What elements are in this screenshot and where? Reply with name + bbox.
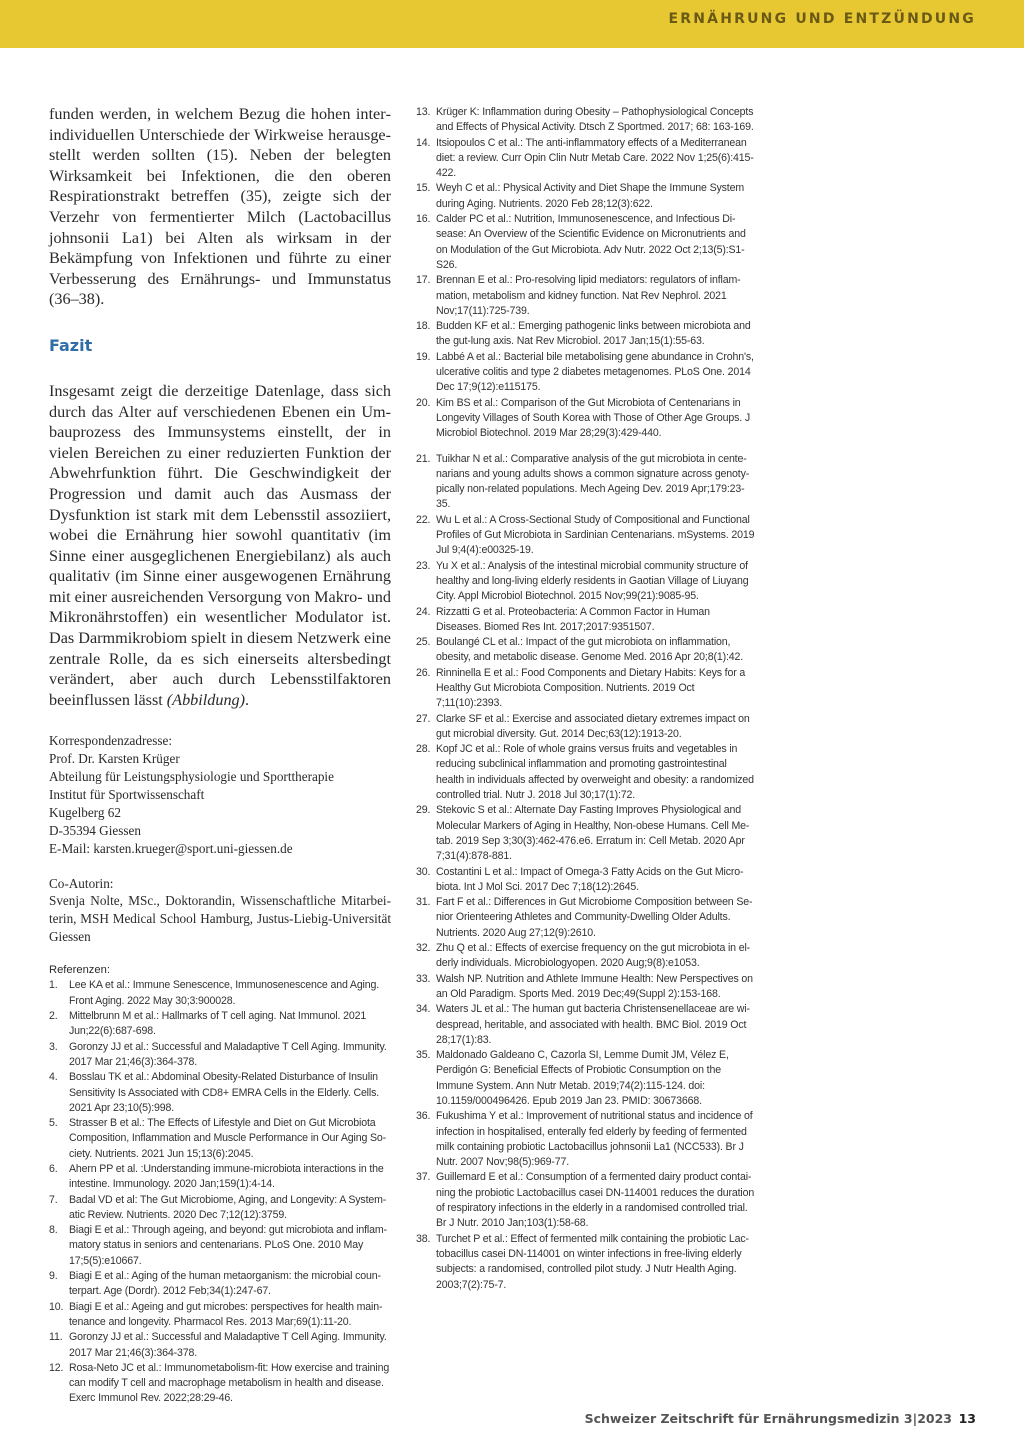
reference-item [416, 605, 756, 636]
reference-number: 6. [49, 1163, 58, 1175]
reference-text: Fart F et al.: Differences in Gut Microbiome Composition between Senior Orienteering Athletes and Community-Dwelling Older Adults. Nutrients. 2020 Aug 27;12(9):2610. [436, 896, 753, 939]
reference-number: 12. [49, 1361, 64, 1374]
fazit-heading: Fazit [49, 335, 93, 355]
figure-reference: (Abbildung) [166, 690, 246, 709]
reference-number: 3. [49, 1040, 58, 1053]
reference-number: 25. [416, 636, 431, 649]
reference-text: Costantini L et al.: Impact of Omega-3 Fatty Acids on the Gut Microbiota. Int J Mol Sci. 2017 Dec 7;18(12):2645. [436, 865, 744, 893]
reference-number: 26. [416, 666, 431, 679]
reference-number: 17. [416, 274, 431, 287]
reference-number: 34. [416, 1003, 431, 1016]
reference-number: 11. [49, 1331, 63, 1344]
reference-number: 22. [416, 513, 431, 526]
reference-text: Krüger K: Inflammation during Obesity – Pathophysiological Concepts and Effects of Physical Activity. Dtsch Z Sportmed. 2017; 68: 163-169. [436, 106, 754, 134]
reference-number: 15. [416, 182, 431, 195]
reference-item [49, 1361, 391, 1407]
reference-text: Labbé A et al.: Bacterial bile metabolising gene abundance in Crohn's, ulcerative colitis and type 2 diabetes metagenomes. PLoS One. 2014 Dec 17;9(12):e115175. [436, 350, 754, 394]
reference-text: Biagi E et al.: Ageing and gut microbes: perspectives for health maintenance and longevity. Pharmacol Res. 2013 Mar;69(1):11-20. [69, 1300, 383, 1328]
fazit-text-end: . [245, 690, 250, 709]
reference-item [416, 350, 756, 396]
reference-text: Guillemard E et al.: Consumption of a fermented dairy product containing the probiotic Lactobacillus casei DN-114001 reduces the duration of respiratory infections in the elderly in a randomised controlled trial. Br J Nutr. 2010 Jan;103(1):58-68. [436, 1171, 755, 1230]
reference-number: 19. [416, 350, 431, 363]
contact-line: Institut für Sportwissenschaft [49, 787, 205, 803]
reference-text: Calder PC et al.: Nutrition, Immunosenescence, and Infectious Disease: An Overview of the Scientific Evidence on Micronutrients and on Modulation of the Gut Microbiota. Adv Nutr. 2022 Oct 2;13(5):S1-S26. [436, 213, 746, 271]
reference-text: Weyh C et al.: Physical Activity and Diet Shape the Immune System during Aging. Nutrients. 2020 Feb 28;12(3):622. [436, 182, 745, 210]
reference-item [49, 1009, 391, 1040]
reference-number: 10. [49, 1300, 64, 1313]
reference-number: 32. [416, 942, 431, 955]
reference-item [49, 1223, 391, 1269]
contact-line: Kugelberg 62 [49, 805, 121, 821]
reference-text: Waters JL et al.: The human gut bacteria Christensenellaceae are widespread, heritable, and associated with health. BMC Biol. 2019 Oct 28;17(1):83. [436, 1003, 751, 1046]
reference-item [416, 136, 756, 182]
contact-email: E-Mail: karsten.krueger@sport.uni-giessen.de [49, 841, 293, 857]
reference-text: Turchet P et al.: Effect of fermented milk containing the probiotic Lactobacillus casei DN-114001 on winter infections in free-living elderly subjects: a randomised, controlled pilot study. J Nutr Health Aging. 2003;7(2):75-7. [436, 1232, 750, 1291]
reference-item [416, 396, 756, 442]
reference-text: Brennan E et al.: Pro-resolving lipid mediators: regulators of inflammation, metabolism and kidney function. Nat Rev Nephrol. 2021 Nov;17(11):725-739. [436, 274, 741, 317]
reference-text: Rizzatti G et al. Proteobacteria: A Common Factor in Human Diseases. Biomed Res Int. 2017;2017:9351507. [436, 605, 710, 633]
body-paragraph-1: funden werden, in welchem Bezug die hohen interindividuellen Unterschiede der Wirkweise herausgestellt werden sollten (15). Neben der belegten Wirksamkeit bei Infektionen, die den oberen Respirationstrakt betreffen (35), zeigte sich der Verzehr von fermentierter Milch (Lactobacillus johnsonii La1) bei Alten als wirksam in der Bekämpfung von Infektionen und führte zu einer Verbesserung des Ernährungs- und Immunstatus (36–38). [49, 105, 391, 309]
reference-item [416, 105, 756, 136]
reference-item [416, 865, 756, 896]
reference-text: Ahern PP et al. :Understanding immune-microbiota interactions in the intestine. Immunology. 2020 Jan;159(1):4-14. [69, 1163, 384, 1191]
reference-item [416, 452, 756, 513]
reference-item [49, 1070, 391, 1116]
reference-number: 27. [416, 712, 431, 725]
reference-item [416, 895, 756, 941]
reference-text: Tuikhar N et al.: Comparative analysis of the gut microbiota in centenarians and young adults shows a common signature across genotypically non-related populations. Mech Ageing Dev. 2019 Apr;179:23-35. [436, 452, 750, 511]
reference-item [49, 1269, 391, 1300]
page-number: 13 [958, 1411, 976, 1426]
correspondence-address [49, 732, 391, 858]
reference-text: Maldonado Galdeano C, Cazorla SI, Lemme Dumit JM, Vélez E, Perdigón G: Beneficial Effects of Probiotic Consumption on the Immune System. Ann Nutr Metab. 2019;74(2):115-124. doi: 10.1159/000496426. Epub 2019 Jan 23. PMID: 30673668. [436, 1049, 729, 1107]
right-column [416, 105, 756, 1293]
reference-item [416, 1109, 756, 1170]
reference-text: Strasser B et al.: The Effects of Lifestyle and Diet on Gut Microbiota Composition, Inflammation and Muscle Performance in Our Aging Society. Nutrients. 2021 Jun 15;13(6):2045. [69, 1117, 387, 1160]
reference-item [416, 273, 756, 319]
reference-number: 14. [416, 136, 431, 149]
reference-item [416, 712, 756, 743]
reference-text: Zhu Q et al.: Effects of exercise frequency on the gut microbiota in elderly individuals. Microbiologyopen. 2020 Aug;9(8):e1053. [436, 942, 751, 970]
reference-number: 18. [416, 320, 431, 333]
body-paragraph-2 [49, 381, 391, 711]
reference-text: Fukushima Y et al.: Improvement of nutritional status and incidence of infection in hospitalised, enterally fed elderly by feeding of fermented milk containing probiotic Lactobacillus johnsonii La1 (NCC533). Br J Nutr. 2007 Nov;98(5):969-77. [436, 1110, 753, 1169]
reference-number: 31. [416, 896, 431, 909]
reference-text: Yu X et al.: Analysis of the intestinal microbial community structure of healthy and long-living elderly residents in Gaotian Village of Liuyang City. Appl Microbiol Biotechnol. 2015 Nov;99(21):9085-95. [436, 559, 749, 603]
reference-item [416, 513, 756, 559]
reference-item [49, 978, 391, 1009]
reference-list-right-a [416, 105, 756, 442]
header-bar [0, 0, 1024, 48]
reference-list-right-b [416, 452, 756, 1293]
reference-item [416, 1170, 756, 1231]
reference-number: 7. [49, 1193, 58, 1206]
reference-item [49, 1300, 391, 1331]
reference-number: 29. [416, 804, 431, 817]
reference-item [416, 181, 756, 212]
reference-text: Biagi E et al.: Through ageing, and beyond: gut microbiota and inflammatory status in seniors and centenarians. PLoS One. 2010 May 17;5(5):e10667. [69, 1224, 388, 1267]
reference-text: Mittelbrunn M et al.: Hallmarks of T cell aging. Nat Immunol. 2021 Jun;22(6):687-698. [69, 1010, 367, 1038]
reference-text: Stekovic S et al.: Alternate Day Fasting Improves Physiological and Molecular Markers of Aging in Healthy, Non-obese Humans. Cell Metab. 2019 Sep 3;30(3):462-476.e6. Erratum in: Cell Metab. 2020 Apr 7;31(4):878-881. [436, 804, 750, 863]
reference-number: 33. [416, 972, 431, 985]
reference-text: Kim BS et al.: Comparison of the Gut Microbiota of Centenarians in Longevity Villages of South Korea with Those of Other Age Groups. J Microbiol Biotechnol. 2019 Mar 28;29(3):429-440. [436, 396, 751, 440]
reference-text: Badal VD et al: The Gut Microbiome, Aging, and Longevity: A Systematic Review. Nutrients. 2020 Dec 7;12(12):3759. [69, 1193, 387, 1221]
contact-line: Korrespondenzadresse: [49, 733, 173, 749]
reference-number: 8. [49, 1224, 58, 1237]
reference-item [49, 1116, 391, 1162]
reference-number: 20. [416, 396, 431, 409]
reference-item [49, 1040, 391, 1071]
reference-number: 24. [416, 605, 431, 618]
reference-item [416, 319, 756, 350]
journal-footer: Schweizer Zeitschrift für Ernährungsmedizin 3|2023 [584, 1411, 952, 1426]
reference-item [49, 1330, 391, 1361]
reference-text: Boulangé CL et al.: Impact of the gut microbiota on inflammation, obesity, and metabolic disease. Genome Med. 2016 Apr 20;8(1):42. [436, 636, 744, 664]
reference-text: Biagi E et al.: Aging of the human metaorganism: the microbial counterpart. Age (Dordr). 2012 Feb;34(1):247-67. [69, 1270, 382, 1298]
reference-number: 16. [416, 213, 431, 226]
reference-item [416, 559, 756, 605]
reference-item [416, 803, 756, 864]
coauthor-text: Svenja Nolte, MSc., Doktorandin, Wissenschaftliche Mitarbeiterin, MSH Medical School Hamburg, Justus-Liebig-Universität Giessen [49, 893, 391, 945]
reference-text: Walsh NP. Nutrition and Athlete Immune Health: New Perspectives on an Old Paradigm. Sports Med. 2019 Dec;49(Suppl 2):153-168. [436, 972, 753, 1000]
reference-text: Budden KF et al.: Emerging pathogenic links between microbiota and the gut-lung axis. Nat Rev Microbiol. 2017 Jan;15(1):55-63. [436, 320, 751, 348]
reference-number: 13. [416, 106, 431, 118]
reference-number: 4. [49, 1071, 58, 1084]
reference-text: Clarke SF et al.: Exercise and associated dietary extremes impact on gut microbial diversity. Gut. 2014 Dec;63(12):1913-20. [436, 712, 750, 740]
reference-text: Itsiopoulos C et al.: The anti-inflammatory effects of a Mediterranean diet: a review. Curr Opin Clin Nutr Metab Care. 2022 Nov 1;25(6):415-422. [436, 136, 754, 180]
reference-list-left [49, 978, 391, 1406]
reference-item [49, 1193, 391, 1224]
reference-item [416, 941, 756, 972]
contact-line: Abteilung für Leistungsphysiologie und Sporttherapie [49, 769, 334, 785]
reference-item [49, 1162, 391, 1193]
reference-number: 30. [416, 865, 431, 878]
reference-number: 28. [416, 743, 431, 756]
reference-number: 21. [416, 452, 431, 465]
reference-text: Rinninella E et al.: Food Components and Dietary Habits: Keys for a Healthy Gut Microbiota Composition. Nutrients. 2019 Oct 7;11(10):2393. [436, 666, 746, 710]
reference-number: 37. [416, 1171, 431, 1184]
reference-text: Rosa-Neto JC et al.: Immunometabolism-fit: How exercise and training can modify T cell and macrophage metabolism in health and disease. Exerc Immunol Rev. 2022;28:29-46. [69, 1361, 390, 1405]
references-label: Referenzen: [49, 964, 110, 977]
left-column [49, 104, 391, 1407]
reference-number: 38. [416, 1232, 431, 1245]
reference-number: 9. [49, 1270, 58, 1283]
reference-number: 1. [49, 979, 58, 992]
reference-item [416, 1002, 756, 1048]
reference-number: 36. [416, 1110, 431, 1123]
contact-line: Prof. Dr. Karsten Krüger [49, 751, 180, 767]
reference-number: 5. [49, 1117, 58, 1130]
reference-text: Bosslau TK et al.: Abdominal Obesity-Related Disturbance of Insulin Sensitivity Is Associated with CD8+ EMRA Cells in the Elderly. Cells. 2021 Apr 23;10(5):998. [69, 1071, 380, 1114]
reference-number: 2. [49, 1010, 58, 1023]
reference-number: 35. [416, 1049, 431, 1062]
reference-item [416, 635, 756, 666]
reference-text: Lee KA et al.: Immune Senescence, Immunosenescence and Aging. Front Aging. 2022 May 30;3:900028. [69, 979, 380, 1007]
reference-item [416, 212, 756, 273]
reference-number: 23. [416, 559, 431, 572]
reference-text: Goronzy JJ et al.: Successful and Maladaptive T Cell Aging. Immunity. 2017 Mar 21;46(3):364-378. [69, 1040, 387, 1068]
reference-item [416, 666, 756, 712]
fazit-text: Insgesamt zeigt die derzeitige Datenlage, dass sich durch das Alter auf verschiedenen Ebenen ein Umbauprozess des Immunsystems einstellt, der in vielen Bereichen zu einer reduzierten Funktion der Abwehrfunktion führt. Die Geschwindigkeit der Progression und damit auch das Ausmass der Dysfunktion ist stark mit dem Lebensstil assoziiert, wobei die Ernährung hier sowohl quantitativ (im Sinne einer ausgeglichenen Energiebilanz) als auch qualitativ (im Sinne einer ausgewogenen Ernährung mit einer ausreichenden Versorgung von Makro- und Mikronährstoffen) ein wesentlicher Modulator ist. Das Darmmikrobiom spielt in diesem Netzwerk eine zentrale Rolle, da es sich einerseits altersbedingt verändert, aber auch durch Lebensstilfaktoren beeinflussen lässt [49, 381, 391, 709]
reference-item [416, 1232, 756, 1293]
coauthor-label: Co-Autorin: [49, 876, 114, 892]
reference-text: Goronzy JJ et al.: Successful and Maladaptive T Cell Aging. Immunity. 2017 Mar 21;46(3):364-378. [69, 1331, 387, 1359]
reference-item [416, 972, 756, 1003]
reference-text: Kopf JC et al.: Role of whole grains versus fruits and vegetables in reducing subclinical inflammation and promoting gastrointestinal health in individuals affected by overweight and obesity: a randomized controlled trial. Nutr J. 2018 Jul 30;17(1):72. [436, 743, 754, 802]
contact-line: D-35394 Giessen [49, 823, 141, 839]
reference-gap [416, 442, 756, 452]
reference-text: Wu L et al.: A Cross-Sectional Study of Compositional and Functional Profiles of Gut Microbiota in Sardinian Centenarians. mSystems. 2019 Jul 9;4(4):e00325-19. [436, 513, 755, 557]
reference-item [416, 1048, 756, 1109]
reference-item [416, 742, 756, 803]
section-title: ERNÄHRUNG UND ENTZÜNDUNG [668, 11, 976, 27]
